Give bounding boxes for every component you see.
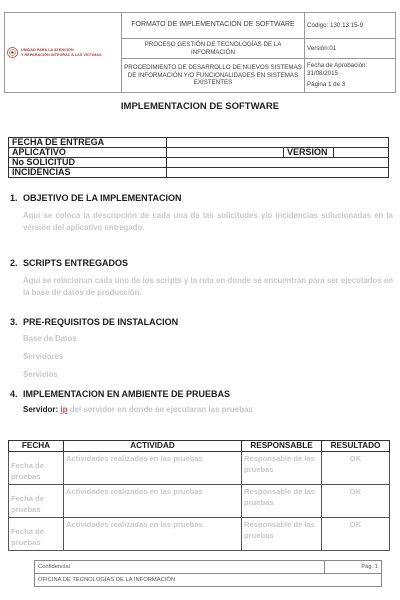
field-version[interactable] (334, 148, 389, 158)
section-title: SCRIPTS ENTREGADOS (23, 258, 129, 268)
section-number: 4. (10, 389, 18, 399)
cell-actividad[interactable]: Actividades realizadas en las pruebas (64, 518, 242, 551)
delivery-info-table (8, 137, 389, 178)
column-header-responsable: RESPONSABLE (242, 441, 322, 452)
field-aplicativo[interactable] (167, 148, 284, 158)
placeholder-objetivo[interactable]: Aquí se coloca la descripción de cada una de las solicitudes y/o incidencias solucionadas en la versión del aplicativo entregado. (23, 211, 393, 232)
section-number: 2. (10, 258, 18, 268)
section-heading-prerequisitos (10, 317, 178, 327)
cell-responsable[interactable]: Responsable de las pruebas (242, 452, 322, 485)
column-header-resultado: RESULTADO (322, 441, 390, 452)
document-version: Versión:01 (305, 39, 396, 59)
section-heading-objetivo (10, 193, 182, 203)
logo (7, 47, 119, 58)
column-header-fecha: FECHA (9, 441, 64, 452)
section-title: OBJETIVO DE LA IMPLEMENTACION (23, 193, 182, 203)
logo-text-line2: Y REPARACIÓN INTEGRAL A LAS VÍCTIMAS (21, 52, 102, 57)
label-aplicativo: APLICATIVO (9, 148, 167, 158)
section-heading-pruebas (10, 389, 230, 399)
section-number: 3. (10, 317, 18, 327)
document-header (4, 12, 396, 93)
section-number: 1. (10, 193, 18, 203)
column-header-actividad: ACTIVIDAD (64, 441, 242, 452)
cell-resultado[interactable]: OK (322, 518, 390, 551)
section-title: PRE-REQUISITOS DE INSTALACION (23, 317, 179, 327)
format-title: FORMATO DE IMPLEMENTACIÓN DE SOFTWARE (122, 13, 305, 39)
placeholder-scripts[interactable]: Aquí se relacionan cada uno de los scripts y la ruta en donde se encuentran para ser ejecutados en la base de datos de producción. (23, 276, 393, 297)
prereq-item-servicios[interactable]: Servicios (23, 370, 58, 379)
prereq-item-servidores[interactable]: Servidores (23, 352, 64, 361)
procedure-name: PROCEDIMIENTO DE DESARROLLO DE NUEVOS SISTEMAS DE INFORMACIÓN Y/O FUNCIONALIDADES EN SISTEMAS EXISTENTES (122, 59, 305, 93)
document-code: Código: 130.13.15-9 (305, 13, 396, 39)
server-description[interactable]: del servidor en donde se ejecutaran las pruebas (67, 405, 253, 414)
cell-fecha[interactable]: Fecha de pruebas (9, 485, 64, 518)
table-row (9, 485, 390, 518)
page-title: IMPLEMENTACION DE SOFTWARE (120, 101, 280, 112)
logo-text-line1: UNIDAD PARA LA ATENCIÓN (21, 47, 74, 52)
cell-fecha[interactable]: Fecha de pruebas (9, 452, 64, 485)
server-ip[interactable]: ip (60, 405, 68, 414)
cell-actividad[interactable]: Actividades realizadas en las pruebas (64, 452, 242, 485)
table-header-row (9, 441, 390, 452)
label-version: VERSION (284, 148, 334, 158)
cell-actividad[interactable]: Actividades realizadas en las pruebas (64, 485, 242, 518)
label-fecha-entrega: FECHA DE ENTREGA (9, 138, 167, 148)
field-no-solicitud[interactable] (167, 158, 389, 168)
footer-page-number: Pág. 1 (325, 561, 382, 574)
table-row (9, 452, 390, 485)
field-fecha-entrega[interactable] (167, 138, 389, 148)
prereq-item-base-datos[interactable]: Base de Datos (23, 334, 77, 343)
table-row (9, 518, 390, 551)
server-label: Servidor: (23, 405, 59, 414)
shield-logo-icon (7, 47, 18, 58)
approval-and-page (305, 59, 396, 93)
activity-table (8, 440, 390, 551)
cell-resultado[interactable]: OK (322, 485, 390, 518)
footer-office: OFICINA DE TECNOLOGÍAS DE LA INFORMACIÓN (35, 574, 382, 587)
section-heading-scripts (10, 258, 128, 268)
label-incidencias: INCIDENCIAS (9, 168, 167, 178)
cell-resultado[interactable]: OK (322, 452, 390, 485)
cell-responsable[interactable]: Responsable de las pruebas (242, 518, 322, 551)
cell-responsable[interactable]: Responsable de las pruebas (242, 485, 322, 518)
page-number: Página 1 de 3 (307, 81, 346, 89)
field-incidencias[interactable] (167, 168, 389, 178)
logo-cell (5, 13, 122, 93)
label-no-solicitud: No SOLICITUD (9, 158, 167, 168)
page-footer (34, 560, 382, 587)
footer-confidential: Confidencial (35, 561, 325, 574)
cell-fecha[interactable]: Fecha de pruebas (9, 518, 64, 551)
server-line (23, 405, 253, 414)
section-title: IMPLEMENTACION EN AMBIENTE DE PRUEBAS (23, 389, 231, 399)
process-name: PROCESO GESTIÓN DE TECNOLOGÍAS DE LA INFORMACIÓN (122, 39, 305, 59)
approval-date: Fecha de Aprobación: 31/08/2015 (307, 62, 368, 77)
